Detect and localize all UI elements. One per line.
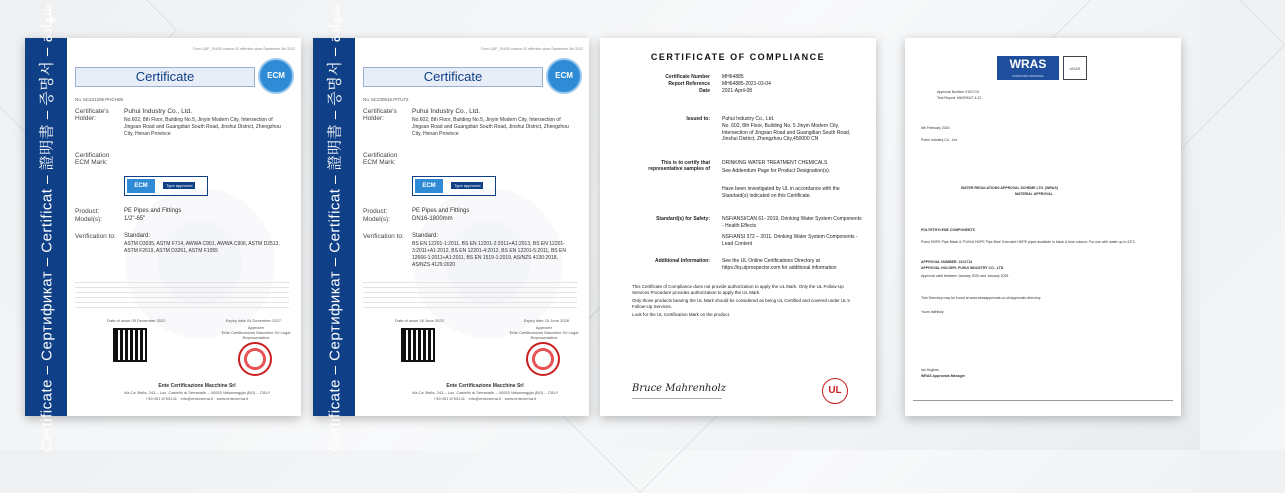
verification-value: ASTM D3035, ASTM F714, AWWA C901, AWWA C906, ASTM D2513, ASTM F2619, ASTM D3261, ASTM F1055 [124,241,280,254]
wras-approval-letter [905,38,1181,416]
standards-label: Standard(s) for Safety: [656,216,710,222]
issued-address: No. 602, 8th Floor, Building No. 5 Jinyin Modern City, Intersection of Jingsan Road and Guangdian South Road, Jinshui District, Zhengzhou City,450000 CN [722,123,851,142]
ecm-certificate-pe-pipes-astm [25,3,301,453]
form-number: Form QAF_104/05 version 02 effective since September 5th 2022 [481,47,583,51]
test-report: Test Report: MA/R/KUT 4.22 [937,96,982,100]
date-value: 2021-April-08 [722,88,753,94]
recipient-company: Puhui Industry Co., Ltd. [921,138,958,142]
certify-value: DRINKING WATER TREATMENT CHEMICALS [722,160,828,166]
signature: Bruce Mahrenholz [632,383,726,394]
footer-address: Via Ca' Bella, 243 – Loc. Castello di Serravalle – 40053 Valsamoggia (BO) – ITALY [123,390,271,395]
expiry-date: Expiry date 04 December 2027 [225,318,281,323]
certificate-number: No. 6C221205.PHCH08 [75,97,124,102]
approval-number: APPROVAL NUMBER: 2101713 [921,260,973,264]
footer-company: Ente Certificazione Macchine Srl [446,383,524,389]
ecm-certificate-pe-pipes-bs-en [313,3,589,453]
model-label: Model(s): [363,216,391,223]
letter-heading: WATER REGULATIONS APPROVAL SCHEME LTD. (WRAS) [961,186,1058,190]
ecm-mark-box [412,176,496,196]
ul-mark-icon: UL [822,378,848,404]
remarks-text [363,282,577,312]
model-value: DN16-1800mm [412,216,453,222]
report-ref-label: Report Reference [668,81,710,87]
footer-contact: +39 051 6705141 · info@entecerma.it · www.entecerma.it [145,396,249,401]
approval-holder: APPROVAL HOLDER: PUHUI INDUSTRY CO., LTD. [921,266,1005,270]
approver-label: Approver [535,325,553,330]
type-approved-badge: Type approved [163,182,195,189]
ukas-mark-icon: UKAS [1063,56,1087,80]
holder-label: Certificate's Holder: [363,108,397,122]
holder-label: Certificate's Holder: [75,108,109,122]
type-approved-badge: Type approved [451,182,483,189]
product-label: Product: [363,208,388,215]
cert-number: MH64885 [722,74,744,80]
issued-label: Issued to: [686,116,710,122]
verification-label: Verification to: [75,233,116,240]
remarks-text [75,282,289,312]
approval-dates: Approval valid between January 2020 and January 2025 [921,274,1009,278]
standard-1: NSF/ANSI/CAN 61- 2019, Drinking Water System Components - Health Effects [722,216,862,229]
issued-name: Puhui Industry Co., Ltd. [722,116,775,122]
certificate-title: Certificate [75,67,255,87]
certificate-title: CERTIFICATE OF COMPLIANCE [650,52,826,62]
signature-line [632,398,722,399]
side-banner-text: Certificate – Сертификат – Certificat – 證明書 – 증명서 – شهادة [326,3,344,453]
closing: Yours faithfully [921,310,944,314]
note-1: This Certificate of Compliance does not provide authorization to apply the UL Mark. Only the UL Follow-Up Services Procedure provides authorization to apply the UL Mark. [632,284,844,295]
certify-label: This is to certify that representative samples of [648,160,710,172]
side-banner [25,3,67,453]
verification-standard: Standard: [124,233,151,239]
report-ref: MH64885-2021-03-04 [722,81,771,87]
footer-address: Via Ca' Bella, 243 – Loc. Castello di Serravalle – 40053 Valsamoggia (BO) – ITALY [411,390,559,395]
signer-name: Ian Hughes [921,368,939,372]
issue-date: Date of issue 05 December 2022 [107,318,166,323]
ecm-mark-logo: ECM [415,179,443,193]
holder-name: Puhui Industry Co., Ltd. [412,108,480,115]
verification-value: BS EN 12201-1:2011, BS EN 12201-2:2011+A1:2013, BS EN 12201-3:2011+A1:2012, BS EN 12201-4:2012, BS EN 12201-5:2011, BS EN 12666-1:2011+A1:2011, BS EN 1519-1:2019, AS/NZS 4130:2018, AS/NZS 4129:2020 [412,241,566,268]
model-value: 1/2"-65" [124,216,146,222]
red-stamp-icon [238,342,272,376]
verification-standard: Standard: [412,233,439,239]
standard-2: NSF/ANSI 372 – 2011, Drinking Water System Components - Lead Content [722,234,858,247]
approver-label: Approver [247,325,265,330]
cert-number-label: Certificate Number [665,74,710,80]
holder-name: Puhui Industry Co., Ltd. [124,108,192,115]
product-heading: POLYETHYLENE COMPONENTS [921,228,975,232]
ecm-seal-icon: ECM [546,58,582,94]
qr-code-icon [113,328,147,362]
holder-address: No.602, 8th Floor, Building No.5, Jinyin Modern City, Intersection of Jingsan Road and Guangdian South Road, Jinshui District, Zhengzhou City, Henan Province [124,117,281,137]
holder-address: No.602, 8th Floor, Building No.5, Jinyin Modern City, Intersection of Jingsan Road and Guangdian South Road, Jinshui District, Zhengzhou City, Henan Province [412,117,569,137]
approver-subtitle: Ente Certificazione Macchine Srl Legal Representative [509,330,579,340]
directory-text: This Directory may be found at www.wrasapprovals.co.uk/approvals-directory [921,296,1041,300]
ecm-seal-icon: ECM [258,58,294,94]
form-number: Form QAF_104/05 version 02 effective since September 5th 2022 [193,47,295,51]
product-value: PE Pipes and Fittings [412,208,470,214]
side-banner-text: Certificate – Сертификат – Certificat – 證明書 – 증명서 – شهادة [38,3,56,453]
certify-sub: See Addendum Page for Product Designation(s). [722,168,831,174]
wras-logo-icon: WRAS [997,56,1059,80]
letter-subheading: MATERIAL APPROVAL [1015,192,1053,196]
additional-info-label: Additional Information: [655,258,710,264]
note-3: Look for the UL Certification Mark on the product. [632,312,731,317]
footer-divider [913,400,1173,401]
approver-subtitle: Ente Certificazione Macchine Srl Legal Representative [221,330,291,340]
certificate-number: No. 6C230615.PITU72 [363,97,409,102]
approval-number-top: Approval Number 2101713 [937,90,979,94]
approver-block [221,325,291,340]
product-value: PE Pipes and Fittings [124,208,182,214]
note-2: Only those products bearing the UL Mark should be considered as being UL Certified and covered under UL's Follow-Up Services. [632,298,850,309]
signer-title: WRAS Approvals Manager [921,374,966,378]
model-label: Model(s): [75,216,103,223]
side-banner [313,3,355,453]
additional-info-value: See the UL Online Certifications Directory at https://iq.ulprospector.com for additional information [722,258,837,271]
expiry-date: Expiry date 15 June 2028 [523,318,569,323]
product-description: Puhui HDPE Pipe Black & 'PUHUI HDPE Pipe Blue' Extruded HDPE pipes available in black & blue colours. For use with water up to 23°C. [921,240,1137,244]
mark-label: Certification ECM Mark: [363,152,398,166]
certificate-title: Certificate [363,67,543,87]
qr-code-icon [401,328,435,362]
date-label: Date [699,88,710,94]
wras-logo-subtitle: APPROVED MATERIAL [1011,74,1045,78]
investigated-text: Have been investigated by UL in accordance with the Standard(s) indicated on this Certificate. [722,186,840,199]
issue-date: Date of issue 16 June 2023 [395,318,444,323]
verification-label: Verification to: [363,233,404,240]
mark-label: Certification ECM Mark: [75,152,110,166]
approver-block [509,325,579,340]
ul-certificate-of-compliance [600,38,876,416]
footer-contact: +39 051 6705141 · info@entecerma.it · www.entecerma.it [433,396,537,401]
ecm-mark-box [124,176,208,196]
red-stamp-icon [526,342,560,376]
product-label: Product: [75,208,100,215]
letter-date: 5th February 2020 [921,126,950,130]
footer-company: Ente Certificazione Macchine Srl [158,383,236,389]
ecm-mark-logo: ECM [127,179,155,193]
